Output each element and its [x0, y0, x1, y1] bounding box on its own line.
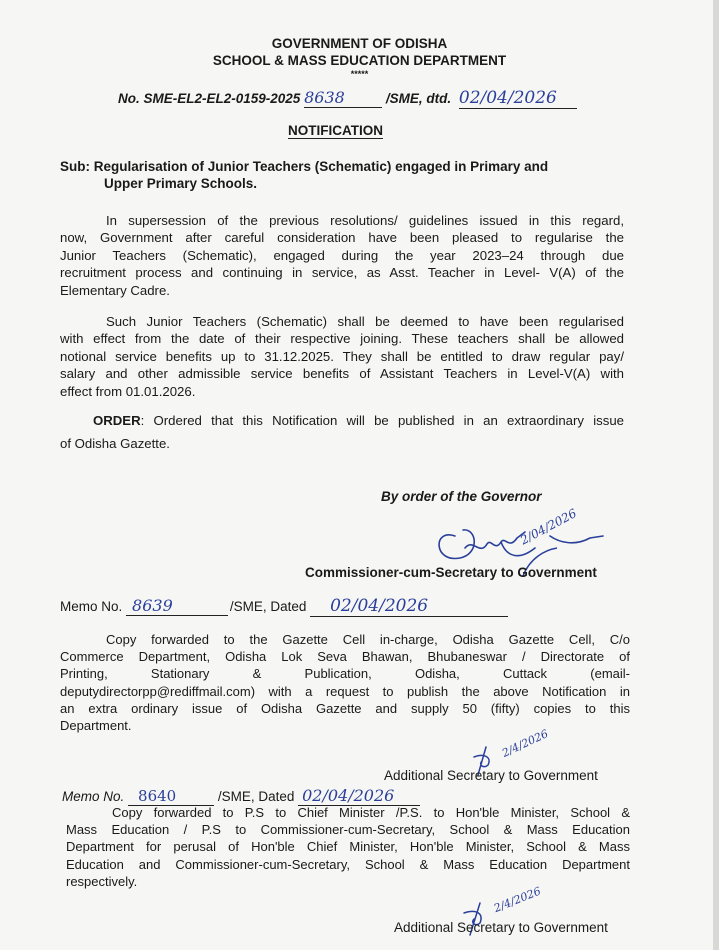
memo1-text-line: an extra ordinary issue of Odisha Gazette and supply 50 (fifty) copies to this [60, 700, 630, 716]
memo2-text-line: Education and Commissioner-cum-Secretary, School & Mass Education Department [66, 856, 630, 872]
memo1-body [60, 631, 630, 734]
notification-title: NOTIFICATION [288, 123, 383, 138]
p2-line: Such Junior Teachers (Schematic) shall be deemed to have been regularised [106, 314, 624, 329]
p1-line: now, Government after careful consideration have been pleased to regularise the [60, 230, 624, 246]
commissioner-initial-date: 2/04/2026 [518, 506, 579, 548]
order-label: ORDER [93, 413, 141, 428]
body-paragraph-1 [60, 212, 624, 299]
reference-mid: /SME, dtd. [385, 91, 452, 106]
by-order-line: By order of the Governor [381, 489, 542, 504]
memo2-text-line: Copy forwarded to P.S to Chief Minister /P.S. to Hon'ble Minister, School & [112, 805, 630, 820]
memo1-number: 8639 [126, 596, 228, 616]
page-edge-shadow [713, 0, 719, 950]
p1-line: recruitment process and continuing in service, as Asst. Teacher in Level- V(A) of the [60, 265, 624, 281]
memo1-text-line: deputydirectorpp@rediffmail.com) with a request to publish the above Notification in [60, 683, 630, 699]
p2-line: notional service benefits up to 31.12.2025. They shall be entitled to draw regular pay/ [60, 348, 624, 364]
order-line-1 [60, 412, 624, 429]
memo1-line [60, 596, 508, 617]
memo1-date: 02/04/2026 [310, 596, 508, 617]
reference-line [118, 88, 577, 109]
p1-line: In supersession of the previous resolutions/ guidelines issued in this regard, [106, 213, 624, 228]
p2-line: salary and other admissible service benefits of Assistant Teachers in Level-V(A) with [60, 366, 624, 382]
p2-line: effect from 01.01.2026. [60, 383, 196, 399]
reference-date: 02/04/2026 [459, 88, 577, 109]
memo2-signatory: Additional Secretary to Government [394, 920, 608, 935]
memo1-text-line: Commerce Department, Odisha Lok Seva Bhawan, Bhubaneswar / Directorate of [60, 649, 630, 665]
memo1-signatory: Additional Secretary to Government [384, 768, 598, 783]
memo2-mid: /SME, Dated [217, 789, 295, 804]
header-stars: ***** [350, 69, 369, 79]
memo2-text-line: respectively. [66, 873, 138, 889]
memo2-text-line: Mass Education / P.S to Commissioner-cum-Secretary, School & Mass Education [66, 822, 630, 838]
subject-line-1: Sub: Regularisation of Junior Teachers (Schematic) engaged in Primary and [60, 159, 549, 174]
memo2-label: Memo No. [62, 789, 125, 804]
header-department: SCHOOL & MASS EDUCATION DEPARTMENT [212, 53, 507, 68]
memo2-line [62, 786, 420, 806]
reference-number: 8638 [304, 88, 382, 108]
memo1-text-line: Department. [60, 718, 132, 734]
body-paragraph-2 [60, 313, 624, 400]
reference-prefix: No. SME-EL2-EL2-0159-2025 [118, 91, 301, 106]
commissioner-designation: Commissioner-cum-Secretary to Government [305, 565, 597, 580]
memo1-label: Memo No. [60, 599, 123, 614]
memo1-text-line: Copy forwarded to the Gazette Cell in-charge, Odisha Gazette Cell, C/o [106, 632, 630, 647]
order-line-2: of Odisha Gazette. [60, 436, 170, 452]
memo2-initial-date: 2/4/2026 [492, 884, 543, 916]
header-government: GOVERNMENT OF ODISHA [271, 36, 448, 51]
order-text: : Ordered that this Notification will be published in an extraordinary issue [140, 413, 624, 428]
order-paragraph [60, 412, 624, 453]
p1-line: Junior Teachers (Schematic), engaged during the year 2023–24 through due [60, 247, 624, 263]
p1-line: Elementary Cadre. [60, 282, 170, 298]
memo2-body [66, 804, 630, 890]
memo2-number: 8640 [128, 787, 214, 806]
memo1-text-line: Printing, Stationary & Publication, Odisha, Cuttack (email- [60, 666, 630, 682]
memo1-initial-date: 2/4/2026 [500, 727, 551, 760]
p2-line: with effect from the date of their respective joining. These teachers shall be allowed [60, 331, 624, 347]
subject-line-2: Upper Primary Schools. [104, 176, 258, 191]
memo2-text-line: Department for perusal of Hon'ble Chief Minister, Hon'ble Minister, School & Mass [66, 839, 630, 855]
memo1-mid: /SME, Dated [229, 599, 307, 614]
memo2-date: 02/04/2026 [298, 786, 420, 806]
